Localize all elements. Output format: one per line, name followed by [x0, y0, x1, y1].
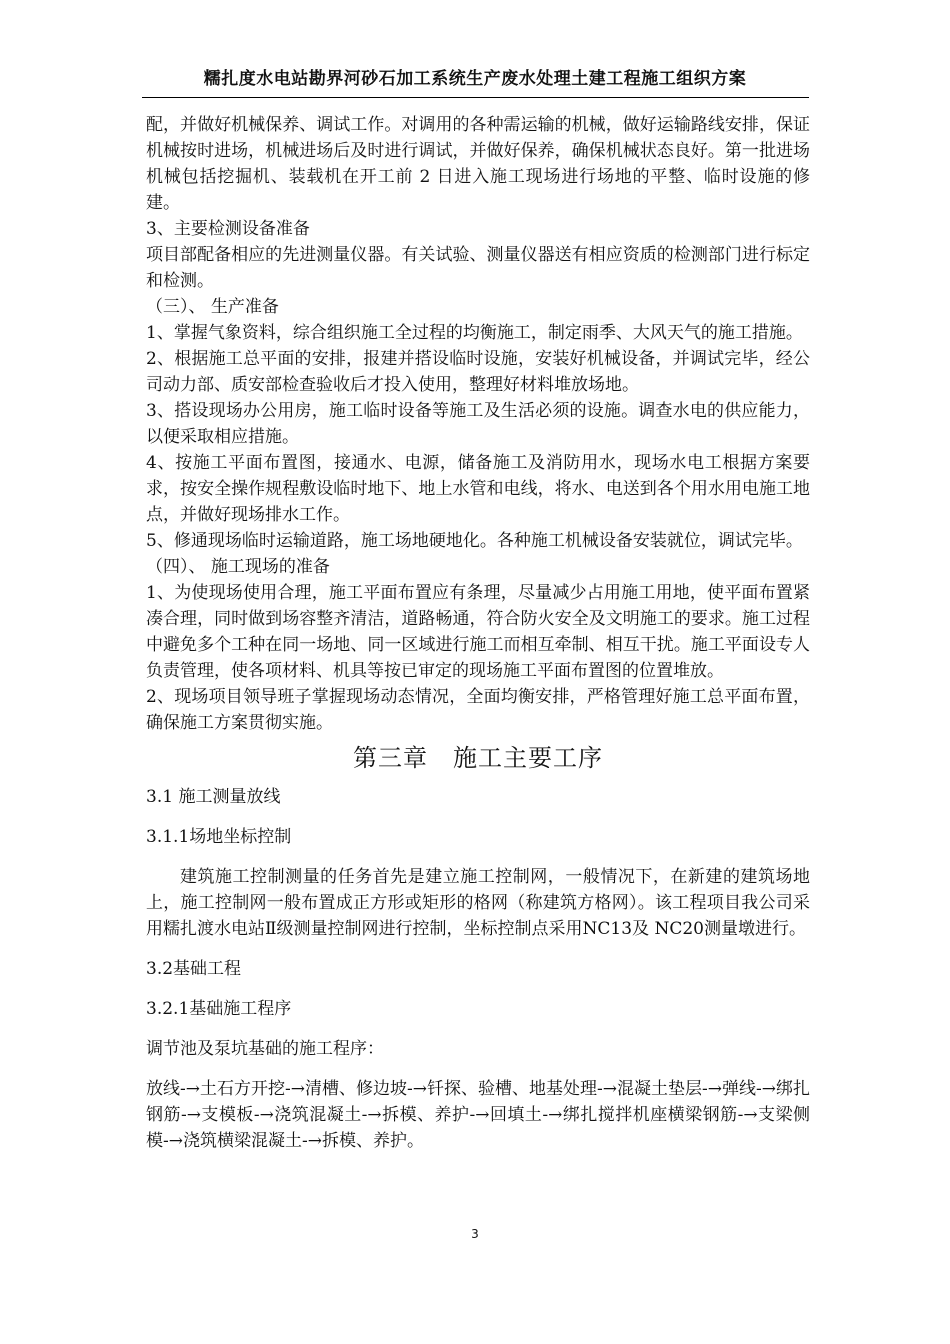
document-body	[146, 112, 810, 1154]
paragraph-production-2: 2、根据施工总平面的安排，报建并搭设临时设施，安装好机械设备，并调试完毕，经公司动力部、质安部检查验收后才投入使用，整理好材料堆放场地。	[146, 349, 810, 395]
heading-production-preparation: （三）、 生产准备	[146, 297, 279, 317]
paragraph-foundation-intro: 调节池及泵坑基础的施工程序：	[146, 1039, 384, 1059]
paragraph-machinery-continued: 配，并做好机械保养、调试工作。对调用的各种需运输的机械，做好运输路线安排，保证机械按时进场，机械进场后及时进行调试，并做好保养，确保机械状态良好。第一批进场机械包括挖掘机、装载机在开工前 2 日进入施工现场进行场地的平整、临时设施的修建。	[146, 115, 810, 213]
heading-testing-equipment: 3、主要检测设备准备	[146, 219, 310, 239]
section-3-2-1: 3.2.1基础施工程序	[146, 999, 292, 1019]
page-header-title: 糯扎度水电站勘界河砂石加工系统生产废水处理土建工程施工组织方案	[203, 69, 747, 89]
paragraph-testing-equipment: 项目部配备相应的先进测量仪器。有关试验、测量仪器送有相应资质的检测部门进行标定和检测。	[146, 245, 810, 291]
section-3-1: 3.1 施工测量放线	[146, 787, 281, 807]
paragraph-foundation-procedure: 放线-→土石方开挖-→清槽、修边坡-→钎探、验槽、地基处理-→混凝土垫层-→弹线-→绑扎钢筋-→支模板-→浇筑混凝土-→拆模、养护-→回填土-→绑扎搅拌机座横梁钢筋-→支梁侧模-→浇筑横梁混凝土-→拆模、养护。	[146, 1079, 810, 1151]
paragraph-production-3: 3、搭设现场办公用房，施工临时设备等施工及生活必须的设施。调查水电的供应能力，以便采取相应措施。	[146, 401, 810, 447]
paragraph-production-1: 1、掌握气象资料，综合组织施工全过程的均衡施工，制定雨季、大风天气的施工措施。	[146, 323, 803, 343]
paragraph-site-1: 1、为使现场使用合理，施工平面布置应有条理，尽量减少占用施工用地，使平面布置紧凑合理，同时做到场容整齐清洁，道路畅通，符合防火安全及文明施工的要求。施工过程中避免多个工种在同一场地、同一区域进行施工而相互牵制、相互干扰。施工平面设专人负责管理，使各项材料、机具等按已审定的现场施工平面布置图的位置堆放。	[146, 583, 810, 681]
paragraph-survey-control: 建筑施工控制测量的任务首先是建立施工控制网，一般情况下，在新建的建筑场地上，施工控制网一般布置成正方形或矩形的格网（称建筑方格网）。该工程项目我公司采用糯扎渡水电站Ⅱ级测量控制网进行控制，坐标控制点采用NC13及 NC20测量墩进行。	[146, 867, 810, 939]
header-divider	[142, 97, 809, 98]
heading-site-preparation: （四）、 施工现场的准备	[146, 557, 330, 577]
paragraph-production-4: 4、按施工平面布置图，接通水、电源，储备施工及消防用水，现场水电工根据方案要求，按安全操作规程敷设临时地下、地上水管和电线，将水、电送到各个用水用电施工地点，并做好现场排水工作。	[146, 453, 810, 525]
paragraph-production-5: 5、修通现场临时运输道路，施工场地硬地化。各种施工机械设备安装就位，调试完毕。	[146, 531, 803, 551]
chapter-title: 第三章 施工主要工序	[353, 744, 603, 772]
section-3-2: 3.2基础工程	[146, 959, 242, 979]
paragraph-site-2: 2、现场项目领导班子掌握现场动态情况，全面均衡安排，严格管理好施工总平面布置，确保施工方案贯彻实施。	[146, 687, 810, 733]
section-3-1-1: 3.1.1场地坐标控制	[146, 827, 292, 847]
page-number: 3	[471, 1227, 479, 1241]
